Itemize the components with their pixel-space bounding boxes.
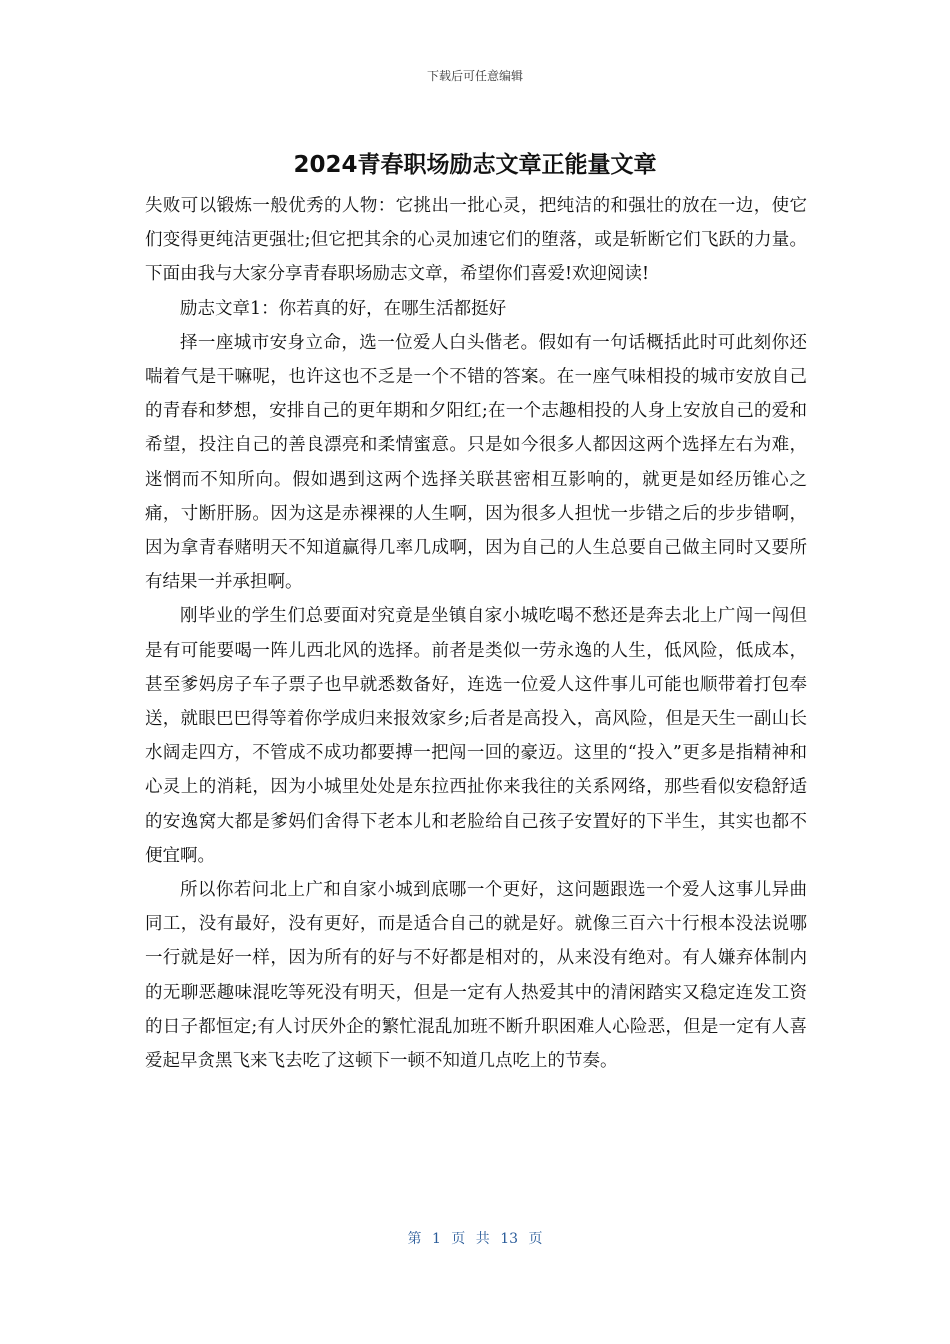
page-footer: 第 1 页 共 13 页 [407, 1231, 543, 1247]
header-note: 下载后可任意编辑 [426, 69, 523, 83]
intro-paragraph: 失败可以锻炼一般优秀的人物：它挑出一批心灵，把纯洁的和强壮的放在一边，使它们变得更纯洁更强壮;但它把其余的心灵加速它们的堕落，或是斩断它们飞跃的力量。下面由我与大家分享青春职场励志文章，希望你们喜爱!欢迎阅读! [145, 196, 807, 285]
body-paragraph: 所以你若问北上广和自家小城到底哪一个更好，这问题跟选一个爱人这事儿异曲同工，没有最好，没有更好，而是适合自己的就是好。就像三百六十行根本没法说哪一行就是好一样，因为所有的好与不好都是相对的，从来没有绝对。有人嫌弃体制内的无聊恶趣味混吃等死没有明天，但是一定有人热爱其中的清闲踏实又稳定连发工资的日子都恒定;有人讨厌外企的繁忙混乱加班不断升职困难人心险恶，但是一定有人喜爱起早贪黑飞来飞去吃了这顿下一顿不知道几点吃上的节奏。 [145, 880, 807, 1072]
section-heading: 励志文章1：你若真的好，在哪生活都挺好 [180, 298, 507, 319]
body-paragraph: 刚毕业的学生们总要面对究竟是坐镇自家小城吃喝不愁还是奔去北上广闯一闯但是有可能要喝一阵儿西北风的选择。前者是类似一劳永逸的人生，低风险，低成本，甚至爹妈房子车子票子也早就悉数备好，连选一位爱人这件事儿可能也顺带着打包奉送，就眼巴巴得等着你学成归来报效家乡;后者是高投入，高风险，但是天生一副山长水阔走四方，不管成不成功都要搏一把闯一回的豪迈。这里的“投入”更多是指精神和心灵上的消耗，因为小城里处处是东拉西扯你来我往的关系网络，那些看似安稳舒适的安逸窝大都是爹妈们舍得下老本儿和老脸给自己孩子安置好的下半生，其实也都不便宜啊。 [145, 606, 807, 866]
document-body [145, 189, 807, 1078]
document-title: 2024青春职场励志文章正能量文章 [293, 152, 657, 178]
body-paragraph: 择一座城市安身立命，选一位爱人白头偕老。假如有一句话概括此时可此刻你还喘着气是干嘛呢，也许这也不乏是一个不错的答案。在一座气味相投的城市安放自己的青春和梦想，安排自己的更年期和夕阳红;在一个志趣相投的人身上安放自己的爱和希望，投注自己的善良漂亮和柔情蜜意。只是如今很多人都因这两个选择左右为难，迷惘而不知所向。假如遇到这两个选择关联甚密相互影响的，就更是如经历锥心之痛，寸断肝肠。因为这是赤裸裸的人生啊，因为很多人担忧一步错之后的步步错啊，因为拿青春赌明天不知道赢得几率几成啊，因为自己的人生总要自己做主同时又要所有结果一并承担啊。 [145, 332, 807, 593]
